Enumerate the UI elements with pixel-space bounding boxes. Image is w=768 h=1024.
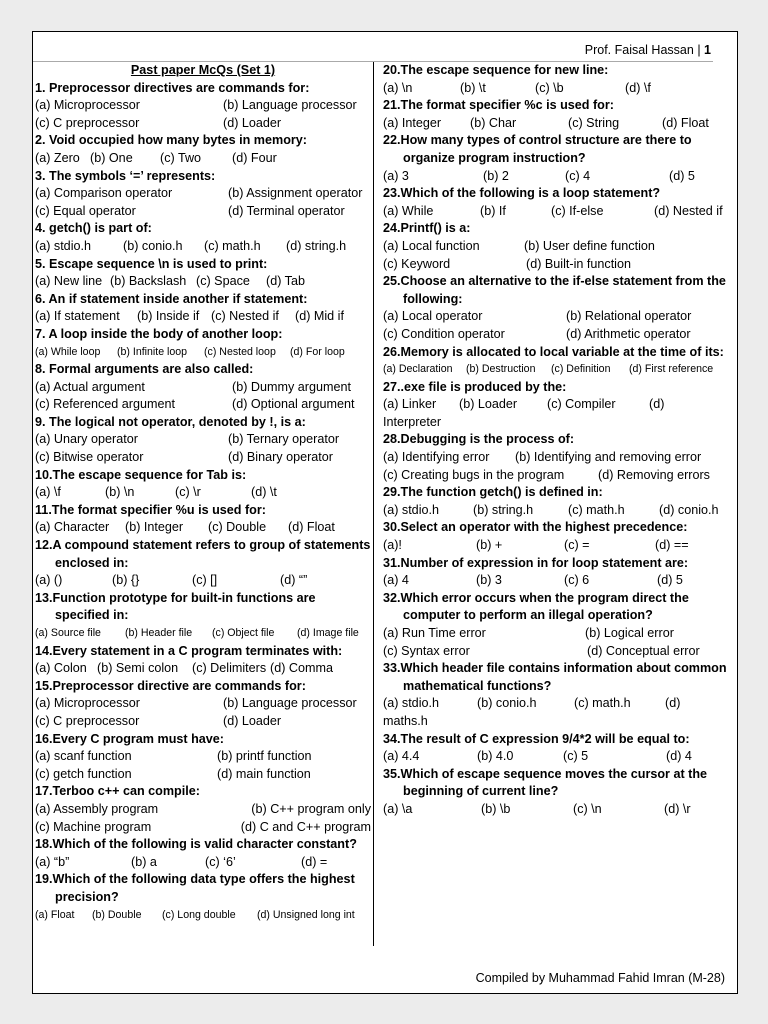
option-row [383, 414, 733, 432]
answer-option: (c) Nested loop [204, 345, 276, 358]
question-text: 12.A compound statement refers to group of statements enclosed in: [35, 538, 371, 570]
question-text: 23.Which of the following is a loop statement? [383, 186, 661, 201]
answer-option: (d) Tab [266, 274, 305, 289]
answer-option: (a) Character [35, 520, 110, 535]
answer-option: (a) Declaration [383, 363, 453, 376]
answer-option: (b) conio.h [123, 238, 183, 253]
question-block [35, 467, 371, 502]
option-row [383, 643, 733, 661]
question-text: 1. Preprocessor directives are commands for: [35, 80, 310, 95]
option-row [35, 97, 371, 115]
answer-option: (a) Unary operator [35, 432, 138, 447]
question-text: 8. Formal arguments are also called: [35, 362, 254, 377]
question-block [35, 132, 371, 167]
option-row [383, 713, 733, 731]
answer-option: (d) Arithmetic operator [566, 326, 691, 341]
option-row [35, 308, 371, 326]
answer-option: (b) C++ program only [251, 801, 371, 816]
answer-option: (d) Unsigned long int [257, 908, 355, 921]
answer-option: (d) 5 [669, 168, 695, 183]
answer-option: (a) Local function [383, 238, 480, 253]
answer-option: (b) If [480, 203, 506, 218]
option-row [383, 625, 733, 643]
answer-option: (b) Double [92, 908, 142, 921]
document-title: Past paper McQs (Set 1) [130, 63, 276, 77]
answer-option: (a) Local operator [383, 309, 483, 324]
answer-option: (d) [649, 397, 665, 412]
answer-option: (b) Inside if [137, 309, 200, 324]
answer-option: (b) Header file [125, 627, 193, 639]
question-text: 7. A loop inside the body of another loop: [35, 326, 283, 341]
option-row [35, 484, 371, 502]
answer-option: (b) string.h [473, 502, 534, 517]
answer-option: (c) math.h [574, 696, 631, 711]
option-row [383, 361, 733, 379]
answer-option: (d) Terminal operator [228, 203, 345, 218]
answer-option: (c) Equal operator [35, 203, 136, 218]
answer-option: (b) \n [105, 485, 135, 500]
option-row [35, 431, 371, 449]
answer-option: (b) a [131, 854, 157, 869]
answer-option: (d) Nested if [654, 203, 723, 218]
answer-option: (b) Infinite loop [117, 345, 188, 358]
question-text: 20.The escape sequence for new line: [383, 63, 609, 77]
question-block [383, 379, 733, 432]
answer-option: (d) Optional argument [232, 397, 355, 412]
answer-option: (d) Conceptual error [587, 643, 700, 658]
answer-option: (c) Syntax error [383, 643, 470, 658]
answer-option: (c) math.h [204, 238, 261, 253]
question-text: 13.Function prototype for built-in functions are specified in: [35, 590, 316, 623]
answer-option: (c) Two [160, 150, 202, 165]
answer-option: (c) math.h [568, 502, 625, 517]
answer-option: (c) Nested if [211, 309, 279, 324]
option-row [383, 695, 733, 713]
option-row [35, 519, 371, 537]
question-block [383, 590, 733, 660]
question-block [35, 537, 371, 590]
answer-option: (c) C preprocessor [35, 115, 140, 130]
question-text: 22.How many types of control structure are there to organize program instruction? [383, 133, 692, 165]
answer-option: (c) Double [208, 520, 267, 535]
answer-option: (a) 4.4 [383, 749, 420, 764]
option-row [35, 115, 371, 133]
answer-option: (a) 3 [383, 168, 409, 183]
question-text: 18.Which of the following is valid character constant? [35, 837, 357, 852]
option-row [383, 396, 733, 414]
question-text: 2. Void occupied how many bytes in memory: [35, 133, 307, 148]
question-text: 17.Terboo c++ can compile: [35, 784, 200, 799]
answer-option: (d) For loop [290, 345, 345, 358]
option-row [35, 907, 371, 925]
question-block [383, 555, 733, 590]
option-row [383, 748, 733, 766]
question-text: 3. The symbols ‘=’ represents: [35, 168, 216, 183]
question-text: 35.Which of escape sequence moves the cursor at the beginning of current line? [383, 766, 708, 799]
answer-option: (b) Assignment operator [228, 186, 363, 201]
question-block [383, 220, 733, 273]
answer-option: (b) conio.h [477, 696, 537, 711]
answer-option: (d) Loader [223, 713, 282, 728]
question-block [383, 660, 733, 730]
answer-option: (b) + [476, 538, 503, 553]
question-text: 28.Debugging is the process of: [383, 432, 575, 447]
question-text: 5. Escape sequence \n is used to print: [35, 256, 268, 271]
question-block [383, 766, 733, 819]
answer-option: (b) Language processor [223, 696, 357, 711]
option-row [35, 203, 371, 221]
answer-option: (b) Language processor [223, 98, 357, 113]
question-block [35, 643, 371, 678]
question-text: 9. The logical not operator, denoted by !, is a: [35, 414, 306, 429]
answer-option: (d) Comma [270, 661, 333, 676]
question-block [383, 185, 733, 220]
answer-option: (c) C preprocessor [35, 713, 140, 728]
answer-option: (c) Machine program [35, 819, 152, 834]
answer-option: (a) stdio.h [383, 696, 439, 711]
question-text: 10.The escape sequence for Tab is: [35, 467, 247, 482]
answer-option: (c) ‘6’ [205, 854, 236, 869]
answer-option: (a) While [383, 203, 434, 218]
option-row [35, 150, 371, 168]
question-block [35, 256, 371, 291]
answer-option: (a) While loop [35, 345, 101, 358]
answer-option: (a) Colon [35, 661, 87, 676]
answer-option: (b) One [90, 150, 133, 165]
option-row [35, 766, 371, 784]
option-row [383, 502, 733, 520]
answer-option: (b) Dummy argument [232, 379, 351, 394]
option-row [383, 168, 733, 186]
page-header: Prof. Faisal Hassan | 1 [584, 43, 711, 57]
question-text: 4. getch() is part of: [35, 221, 152, 236]
answer-option: (a) Run Time error [383, 626, 486, 640]
answer-option: (b) {} [112, 573, 140, 588]
answer-option: (a)! [383, 538, 402, 553]
answer-option: (c) Object file [212, 627, 275, 639]
question-block [383, 344, 733, 379]
answer-option: (c) String [568, 115, 620, 130]
answer-option: (c) Long double [162, 908, 236, 921]
question-block [383, 519, 733, 554]
answer-option: (c) = [564, 538, 590, 553]
answer-option: (c) \n [573, 801, 602, 816]
answer-option: (a) Actual argument [35, 379, 145, 394]
answer-option: (b) Ternary operator [228, 432, 340, 447]
answer-option: (b) \b [481, 801, 511, 816]
option-row [35, 854, 371, 872]
answer-option: (d) main function [217, 766, 311, 781]
answer-option: (a) Zero [35, 150, 80, 165]
question-text: 33.Which header file contains information about common mathematical functions? [383, 661, 727, 693]
question-text: 16.Every C program must have: [35, 731, 224, 746]
answer-option: (c) [] [192, 573, 218, 588]
question-text: 32.Which error occurs when the program direct the computer to perform an illegal operation? [383, 590, 689, 623]
answer-option: (d) Built-in function [526, 256, 631, 271]
column-divider [373, 62, 374, 946]
answer-option: (b) Identifying and removing error [515, 450, 702, 465]
question-block [35, 220, 371, 255]
option-row [35, 379, 371, 397]
answer-option: (d) Image file [297, 627, 359, 639]
option-row [35, 625, 371, 643]
question-text: 19.Which of the following data type offers the highest precision? [35, 872, 355, 904]
answer-option: (c) Definition [551, 363, 611, 376]
answer-option: (d) Float [662, 115, 709, 130]
option-row [35, 185, 371, 203]
answer-option: (c) 5 [563, 749, 589, 764]
question-block [383, 62, 733, 97]
answer-option: (a) “b” [35, 854, 70, 869]
answer-option: (a) Identifying error [383, 450, 490, 465]
answer-option: (c) Bitwise operator [35, 450, 144, 465]
answer-option: (c) Condition operator [383, 326, 505, 341]
question-text: 15.Preprocessor directive are commands for: [35, 678, 306, 693]
question-text: 26.Memory is allocated to local variable at the time of its: [383, 344, 724, 359]
answer-option: (c) Creating bugs in the program [383, 467, 565, 482]
answer-option: (a) Linker [383, 397, 437, 412]
answer-option: (d) = [301, 854, 328, 869]
option-row [35, 449, 371, 467]
answer-option: (b) Backslash [110, 274, 187, 289]
question-text: 21.The format specifier %c is used for: [383, 98, 614, 113]
option-row [35, 273, 371, 291]
answer-option: (d) Binary operator [228, 450, 333, 465]
answer-option: (b) \t [460, 80, 486, 95]
left-column [35, 62, 371, 924]
option-row [35, 695, 371, 713]
question-block [383, 431, 733, 484]
answer-option: (a) Float [35, 908, 75, 921]
option-row [35, 238, 371, 256]
question-block [383, 273, 733, 343]
answer-option: maths.h [383, 713, 428, 728]
answer-option: (d) \t [251, 485, 277, 500]
answer-option: (b) Logical error [585, 626, 674, 640]
option-row [383, 467, 733, 485]
answer-option: (d) \f [625, 80, 651, 95]
question-block [35, 783, 371, 836]
option-row [383, 203, 733, 221]
answer-option: (d) 5 [657, 573, 683, 588]
question-block [35, 731, 371, 784]
answer-option: (a) \n [383, 80, 413, 95]
question-text: 27..exe file is produced by the: [383, 379, 567, 394]
answer-option: (a) stdio.h [383, 502, 439, 517]
answer-option: (a) \a [383, 801, 413, 816]
page-footer: Compiled by Muhammad Fahid Imran (M-28) [475, 971, 725, 985]
answer-option: (a) Source file [35, 627, 101, 639]
question-block [35, 168, 371, 221]
answer-option: (c) Compiler [547, 397, 616, 412]
question-text: 30.Select an operator with the highest precedence: [383, 520, 688, 535]
right-column [383, 62, 733, 819]
answer-option: (c) 6 [564, 573, 590, 588]
answer-option: (c) Delimiters [192, 661, 267, 676]
question-block [35, 326, 371, 361]
answer-option: (d) conio.h [659, 502, 719, 517]
question-block [35, 80, 371, 133]
option-row [383, 256, 733, 274]
option-row [35, 748, 371, 766]
option-row [35, 819, 371, 837]
answer-option: (d) \r [664, 801, 691, 816]
option-row [383, 308, 733, 326]
answer-option: (a) Microprocessor [35, 696, 140, 711]
question-block [383, 484, 733, 519]
answer-option: (b) 3 [476, 573, 502, 588]
question-text: 24.Printf() is a: [383, 221, 471, 236]
right-question-list [383, 62, 733, 819]
answer-option: (a) 4 [383, 573, 409, 588]
answer-option: (d) 4 [666, 749, 692, 764]
answer-option: (b) Integer [125, 520, 184, 535]
answer-option: (b) 4.0 [477, 749, 514, 764]
answer-option: (a) Comparison operator [35, 186, 173, 201]
answer-option: (d) Four [232, 150, 277, 165]
answer-option: (d) Loader [223, 115, 282, 130]
option-row [35, 572, 371, 590]
option-row [383, 115, 733, 133]
page-number: 1 [704, 43, 711, 57]
answer-option: (c) If-else [551, 203, 604, 218]
answer-option: (a) If statement [35, 309, 120, 324]
question-text: 31.Number of expression in for loop statement are: [383, 555, 689, 570]
answer-option: (d) “” [280, 573, 308, 588]
answer-option: (a) Assembly program [35, 801, 159, 816]
question-text: 29.The function getch() is defined in: [383, 485, 603, 500]
answer-option: (d) Float [288, 520, 335, 535]
answer-option: (a) \f [35, 485, 61, 500]
option-row [35, 344, 371, 362]
left-question-list [35, 80, 371, 925]
question-text: 34.The result of C expression 9/4*2 will be equal to: [383, 731, 690, 746]
answer-option: (a) New line [35, 274, 103, 289]
answer-option: (d) string.h [286, 238, 347, 253]
option-row [383, 80, 733, 98]
question-block [35, 836, 371, 871]
answer-option: (a) stdio.h [35, 238, 91, 253]
answer-option: (b) Destruction [466, 363, 536, 376]
answer-option: (c) Keyword [383, 256, 451, 271]
question-block [383, 731, 733, 766]
answer-option: (c) \b [535, 80, 564, 95]
answer-option: (a) Integer [383, 115, 442, 130]
answer-option: (d) == [655, 538, 689, 553]
document-page [32, 31, 738, 994]
question-text: 25.Choose an alternative to the if-else statement from the following: [383, 274, 726, 306]
answer-option: (c) \r [175, 485, 201, 500]
question-text: 11.The format specifier %u is used for: [35, 502, 266, 517]
answer-option: (a) scanf function [35, 749, 132, 764]
question-block [35, 361, 371, 414]
answer-option: (c) getch function [35, 766, 132, 781]
question-block [383, 97, 733, 132]
option-row [383, 326, 733, 344]
option-row [35, 396, 371, 414]
question-block [35, 678, 371, 731]
option-row [35, 801, 371, 819]
option-row [383, 537, 733, 555]
answer-option: (b) Loader [459, 397, 518, 412]
answer-option: (b) Semi colon [97, 661, 179, 676]
answer-option: (a) () [35, 573, 63, 588]
question-block [383, 132, 733, 185]
question-text: 6. An if statement inside another if statement: [35, 291, 308, 306]
answer-option: (c) Space [196, 274, 250, 289]
question-block [35, 871, 371, 924]
answer-option: (c) Referenced argument [35, 397, 175, 412]
answer-option: (d) Removing errors [598, 467, 710, 482]
answer-option: (b) 2 [483, 168, 509, 183]
question-block [35, 590, 371, 643]
answer-option: (b) User define function [524, 238, 655, 253]
option-row [383, 801, 733, 819]
question-text: 14.Every statement in a C program terminates with: [35, 643, 343, 658]
answer-option: (d) Mid if [295, 309, 344, 324]
option-row [383, 449, 733, 467]
answer-option: (b) Relational operator [566, 309, 692, 324]
author-name: Prof. Faisal Hassan [584, 43, 694, 57]
answer-option: (b) Char [470, 115, 517, 130]
option-row [383, 238, 733, 256]
answer-option: (d) First reference [629, 363, 714, 376]
option-row [35, 713, 371, 731]
question-block [35, 502, 371, 537]
answer-option: (d) C and C++ program [240, 819, 371, 834]
answer-option: (c) 4 [565, 168, 591, 183]
option-row [35, 660, 371, 678]
answer-option: (a) Microprocessor [35, 98, 140, 113]
answer-option: (d) [665, 696, 681, 711]
answer-option: (b) printf function [217, 749, 312, 764]
option-row [383, 572, 733, 590]
answer-option: Interpreter [383, 414, 442, 429]
question-block [35, 414, 371, 467]
question-block [35, 291, 371, 326]
